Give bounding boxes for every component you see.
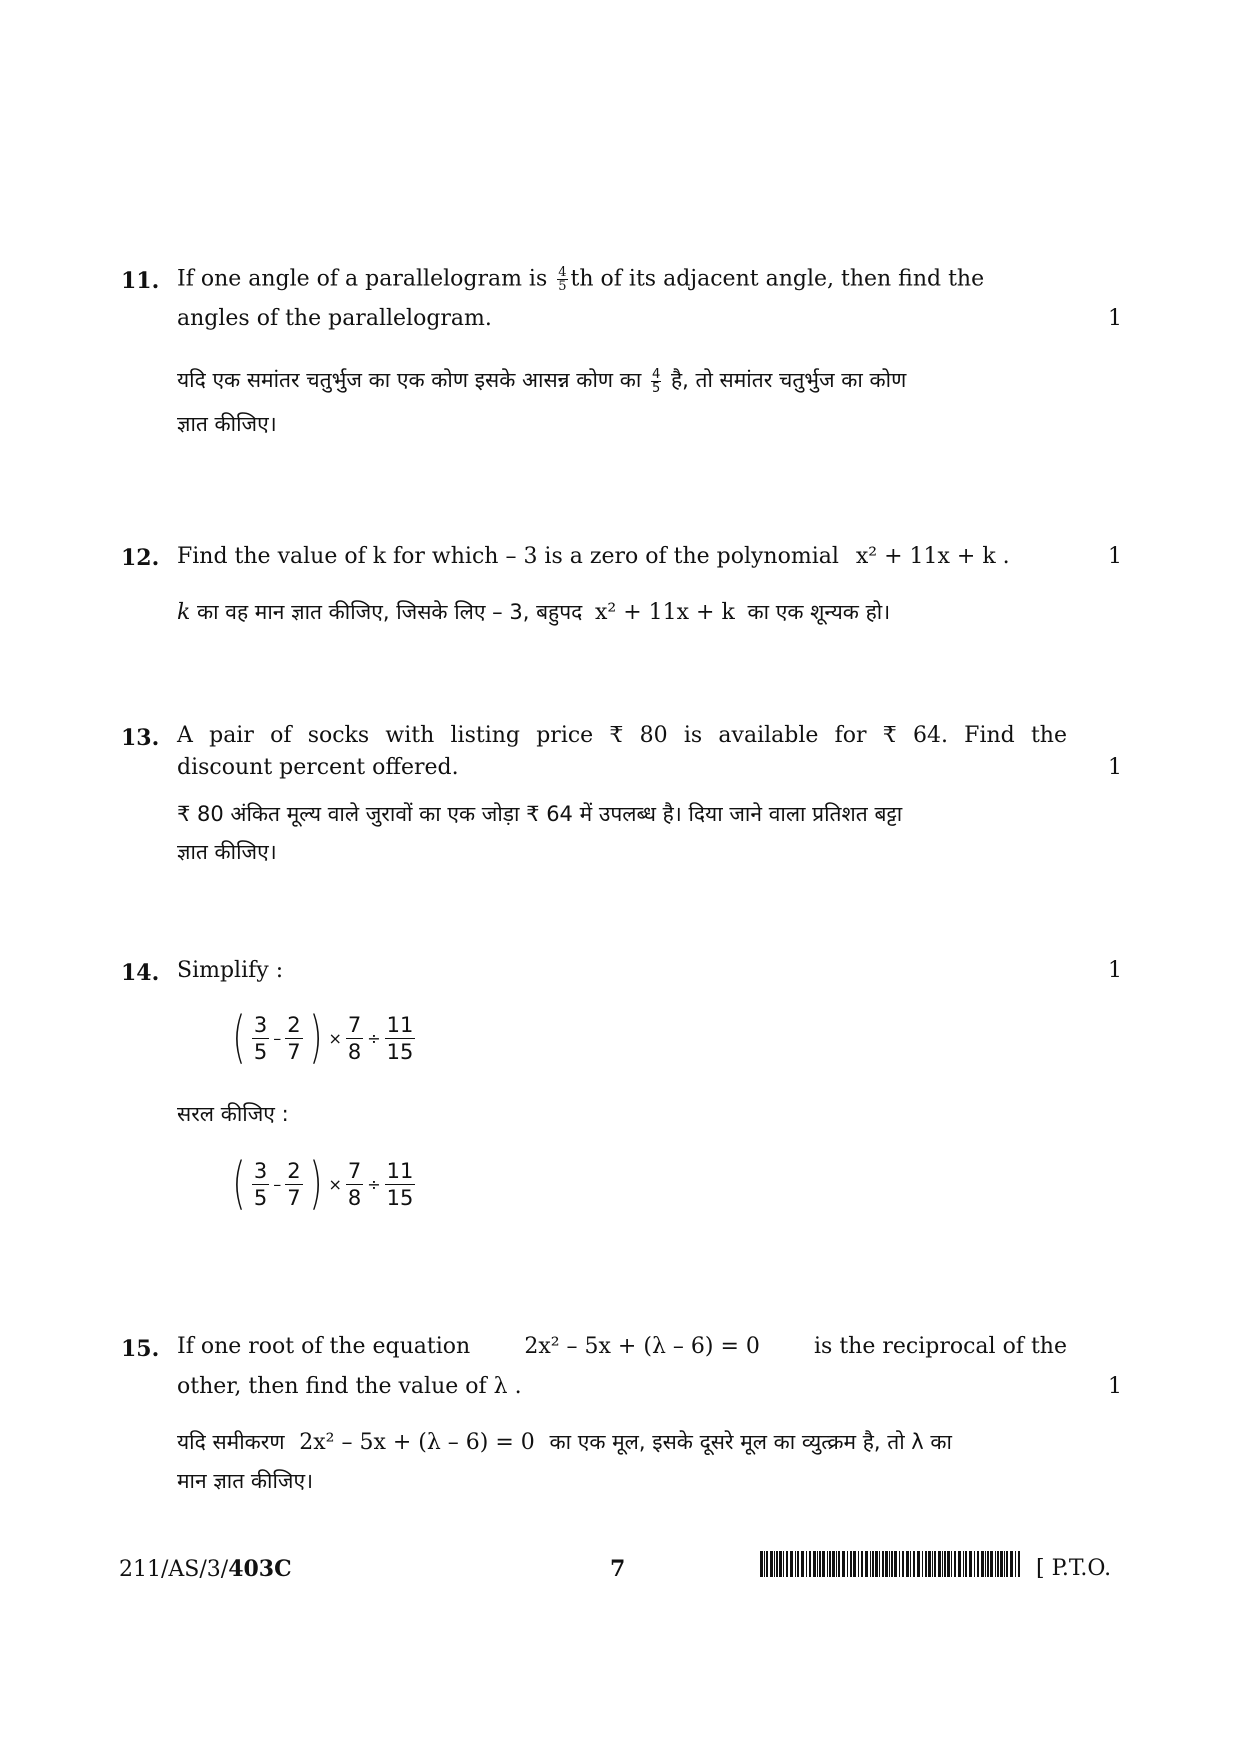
fraction: $\frac{7}{8}$	[347, 1158, 362, 1210]
question-text-en-line2: other, then find the value of λ .	[177, 1374, 522, 1399]
fraction: $\frac{11}{15}$	[386, 1012, 414, 1064]
question-number: 12.	[121, 545, 160, 571]
question-text-en-line2: discount percent offered.	[177, 755, 459, 780]
paper-code: 211/AS/3/403C	[119, 1556, 292, 1582]
question-text-hi-line2: मान ज्ञात कीजिए।	[177, 1469, 314, 1493]
question-text-hi: k का वह मान ज्ञात कीजिए, जिसके लिए – 3, बहुपद x² + 11x + k का एक शून्यक हो।	[177, 600, 891, 625]
marks: 1	[1108, 958, 1122, 983]
equation: 2x² – 5x + (λ – 6) = 0	[299, 1430, 535, 1455]
question-number: 14.	[121, 960, 160, 986]
fraction: $\frac{4}{5}$	[652, 366, 661, 396]
polynomial: x² + 11x + k	[594, 600, 735, 625]
question-text-en: Simplify :	[177, 958, 284, 983]
question-text-en: If one root of the equation 2x² – 5x + (λ – 6) = 0 is the reciprocal of the	[177, 1334, 1067, 1359]
question-text-hi: ₹ 80 अंकित मूल्य वाले जुरावों का एक जोड़ा ₹ 64 में उपलब्ध है। दिया जाने वाला प्रतिशत बट्टा	[177, 802, 903, 826]
question-text-hi-line2: ज्ञात कीजिए।	[177, 412, 277, 436]
fraction: $\frac{7}{8}$	[347, 1012, 362, 1064]
polynomial: x² + 11x + k .	[855, 544, 1010, 569]
marks: 1	[1108, 544, 1122, 569]
fraction: $\frac{4}{5}$	[558, 265, 567, 294]
fraction: 3 5	[253, 1158, 268, 1210]
math-expression: ( 3 5 – 2 7 ) × $\frac{7}{8}$ ÷ $\frac{11}{15}$	[232, 1151, 414, 1216]
math-expression: ( 3 5 – 2 7 ) × $\frac{7}{8}$ ÷ $\frac{11}{15}$	[232, 1005, 414, 1070]
marks: 1	[1108, 1374, 1122, 1399]
equation: 2x² – 5x + (λ – 6) = 0	[524, 1334, 760, 1359]
question-number: 13.	[121, 725, 160, 751]
question-text-en: A pair of socks with listing price ₹ 80 is available for ₹ 64. Find the	[177, 723, 1067, 748]
marks: 1	[1108, 755, 1122, 780]
fraction: $\frac{11}{15}$	[386, 1158, 414, 1210]
question-number: 11.	[121, 268, 160, 294]
question-text-hi: यदि समीकरण 2x² – 5x + (λ – 6) = 0 का एक मूल, इसके दूसरे मूल का व्युत्क्रम है, तो λ का	[177, 1430, 952, 1455]
fraction: 2 7	[287, 1158, 301, 1210]
question-text-hi-line2: ज्ञात कीजिए।	[177, 840, 277, 864]
question-text-hi: यदि एक समांतर चतुर्भुज का एक कोण इसके आसन्न कोण का $\frac{4}{5}$ है, तो समांतर चतुर्भुज का कोण	[177, 366, 907, 396]
question-text-en-line2: angles of the parallelogram.	[177, 306, 492, 331]
pto-label: [ P.T.O.	[1036, 1556, 1112, 1581]
page-number: 7	[610, 1556, 626, 1582]
barcode-icon	[760, 1551, 1022, 1577]
fraction: 2 7	[287, 1012, 301, 1064]
question-number: 15.	[121, 1336, 160, 1362]
question-text-hi: सरल कीजिए :	[177, 1102, 289, 1126]
question-text-en: Find the value of k for which – 3 is a zero of the polynomial x² + 11x + k .	[177, 544, 1010, 569]
fraction: 3 5	[253, 1012, 268, 1064]
marks: 1	[1108, 306, 1122, 331]
question-text-en: If one angle of a parallelogram is $\frac{4}{5}$ th of its adjacent angle, then find the	[177, 265, 985, 294]
